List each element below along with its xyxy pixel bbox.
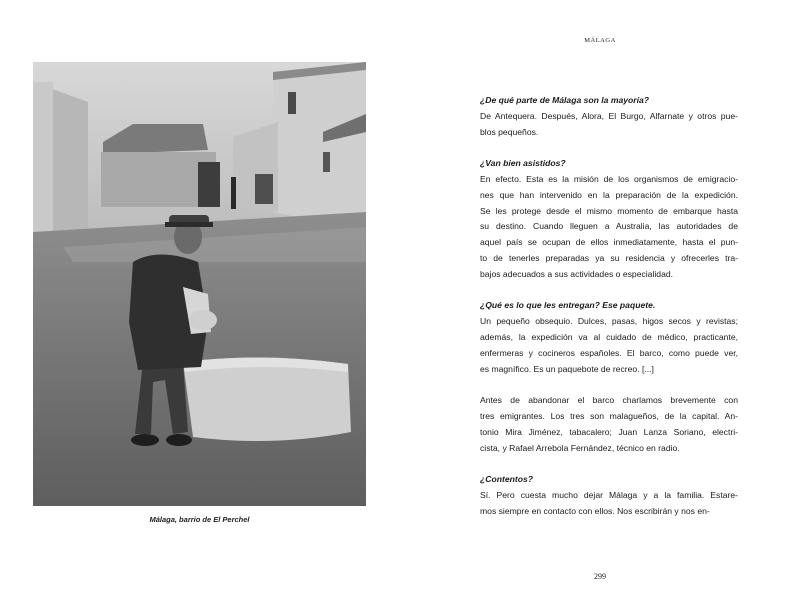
running-head: MÁLAGA bbox=[584, 37, 616, 44]
paragraph-gap bbox=[480, 283, 738, 299]
photograph-old-man-seated bbox=[33, 62, 366, 506]
answer-line: es magnífico. Es un paquebote de recreo. [...] bbox=[480, 363, 654, 374]
answer-line: blos pequeños. bbox=[480, 126, 539, 137]
answer-line: enfermeras y cocineros españoles. El barco, como puede ver, bbox=[480, 347, 738, 358]
interview-text bbox=[480, 93, 738, 520]
answer-line: Sí. Pero cuesta mucho dejar Málaga y a la familia. Estare- bbox=[480, 489, 738, 500]
answer-line: Un pequeño obsequio. Dulces, pasas, higos secos y revistas; bbox=[480, 316, 738, 327]
answer-line: De Antequera. Después, Alora, El Burgo, Alfarnate y otros pue- bbox=[480, 110, 738, 121]
question-line: ¿Contentos? bbox=[480, 474, 533, 485]
answer-line: mos siempre en contacto con ellos. Nos escribirán y nos en- bbox=[480, 505, 710, 516]
answer-line: tres emigrantes. Los tres son malagueños, de la capital. An- bbox=[480, 410, 738, 421]
answer-line: tonio Mira Jiménez, tabacalero; Juan Lanza Soriano, electri- bbox=[480, 426, 738, 437]
photo-illustration bbox=[33, 62, 366, 506]
paragraph-gap bbox=[480, 377, 738, 393]
question-line: ¿Van bien asistidos? bbox=[480, 158, 566, 169]
answer-line: bajos adecuados a sus actividades o especialidad. bbox=[480, 268, 674, 279]
answer-line: Se les protege desde el mismo momento de embarque hasta bbox=[480, 205, 738, 216]
answer-line: su destino. Cuando lleguen a Australia, las autoridades de bbox=[480, 221, 738, 232]
page-number: 299 bbox=[594, 572, 606, 581]
question-line: ¿De qué parte de Málaga son la mayoría? bbox=[480, 95, 650, 105]
question-line: ¿Qué es lo que les entregan? Ese paquete. bbox=[480, 300, 656, 311]
answer-line: En efecto. Esta es la misión de los organismos de emigracio- bbox=[480, 173, 738, 184]
paragraph-gap bbox=[480, 140, 738, 156]
answer-line: nes que han intervenido en la preparación de la expedición. bbox=[480, 189, 738, 200]
answer-line: además, la expedición va al cuidado de médico, practicante, bbox=[480, 331, 738, 342]
photo-caption: Málaga, barrio de El Perchel bbox=[149, 515, 250, 524]
right-page bbox=[400, 0, 800, 613]
answer-line: aquel país se ocupan de ellos inmediatamente, hasta el pun- bbox=[480, 237, 738, 248]
answer-line: Antes de abandonar el barco charlamos brevemente con bbox=[480, 395, 738, 406]
answer-line: to de tenerles preparadas ya su residencia y ofrecerles tra- bbox=[480, 252, 738, 263]
answer-line: cista, y Rafael Arrebola Fernández, técnico en radio. bbox=[480, 442, 680, 453]
paragraph-gap bbox=[480, 456, 738, 472]
